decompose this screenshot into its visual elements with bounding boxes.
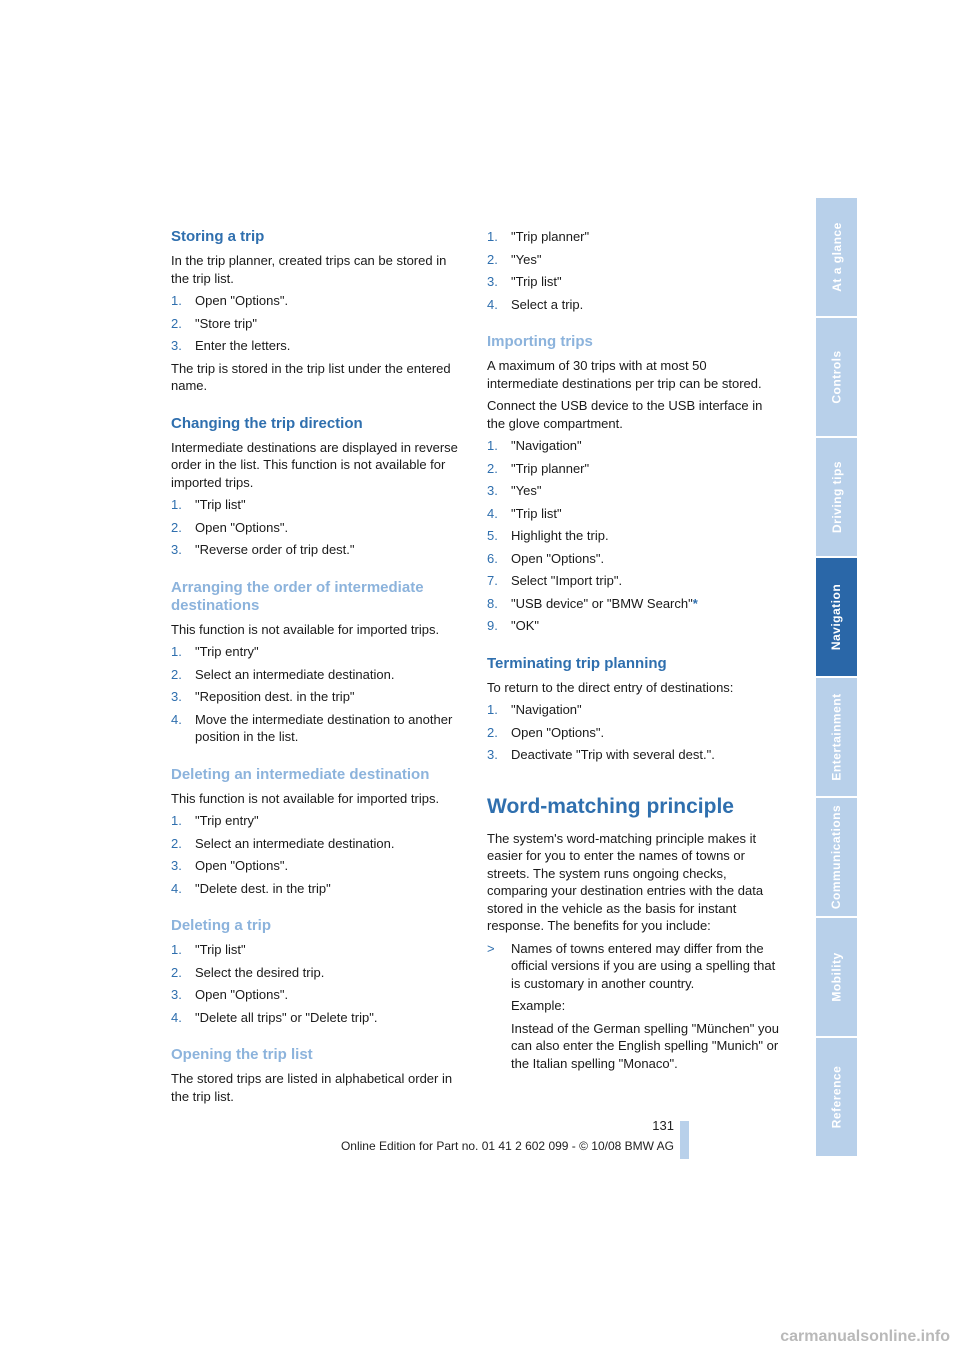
steps-list xyxy=(171,496,463,559)
bullet-text: Names of towns entered may differ from the official versions if you are using a spelling that is customary in another country. xyxy=(511,940,776,991)
step-number: 1. xyxy=(487,229,498,244)
step-text: "Store trip" xyxy=(195,315,257,331)
right-column xyxy=(487,228,779,1092)
step-number: 3. xyxy=(487,747,498,762)
step-text: "Yes" xyxy=(511,251,542,267)
step-number: 1. xyxy=(487,702,498,717)
tab-label: Controls xyxy=(829,350,844,404)
paragraph: Intermediate destinations are displayed in reverse order in the list. This function is not available for imported trips. xyxy=(171,439,458,490)
step-text: "USB device" or "BMW Search" xyxy=(511,595,693,611)
heading-deleting-intermediate: Deleting an intermediate destination xyxy=(171,765,430,783)
list-item xyxy=(487,527,779,545)
paragraph: The trip is stored in the trip list under the entered name. xyxy=(171,360,451,393)
paragraph: This function is not available for imported trips. xyxy=(171,621,440,637)
tab-communications[interactable] xyxy=(816,798,857,916)
step-text: "Navigation" xyxy=(511,438,582,453)
heading-arranging-order: Arranging the order of intermediate destinations xyxy=(171,578,424,614)
step-number: 1. xyxy=(171,942,182,957)
step-number: 1. xyxy=(171,813,182,828)
step-text: Highlight the trip. xyxy=(511,528,609,543)
step-number: 2. xyxy=(171,835,182,851)
list-item xyxy=(171,292,463,310)
step-text: Open "Options". xyxy=(195,519,289,535)
step-number: 3. xyxy=(487,483,498,498)
list-item xyxy=(487,746,779,764)
list-item xyxy=(171,711,463,746)
step-number: 7. xyxy=(487,573,498,588)
paragraph: In the trip planner, created trips can be stored in the trip list. xyxy=(171,253,447,286)
step-number: 2. xyxy=(171,315,182,331)
asterisk-icon: * xyxy=(692,595,698,611)
heading-terminating-planning: Terminating trip planning xyxy=(487,654,667,672)
list-item xyxy=(171,880,463,898)
section-deleting-trip xyxy=(171,917,463,1026)
steps-list xyxy=(487,701,779,764)
list-item xyxy=(487,482,779,500)
paragraph: The system's word-matching principle makes it easier for you to enter the names of towns or streets. The system runs ongoing checks, comparing your destination entries with the data stored in the vehicle as the basis for instant response. The benefits for you include: xyxy=(487,830,764,933)
triangle-marker-icon: > xyxy=(487,940,495,956)
step-number: 2. xyxy=(487,251,498,267)
step-text: "Delete dest. in the trip" xyxy=(195,880,331,896)
steps-list xyxy=(171,292,463,355)
step-text: Select an intermediate destination. xyxy=(195,666,395,682)
list-item xyxy=(171,643,463,661)
section-importing-trips xyxy=(487,333,779,635)
step-number: 4. xyxy=(171,711,182,727)
heading-opening-trip-list: Opening the trip list xyxy=(171,1046,313,1063)
step-text: "Trip entry" xyxy=(195,813,259,828)
list-item xyxy=(171,337,463,355)
section-terminating-planning xyxy=(487,655,779,764)
tab-entertainment[interactable] xyxy=(816,678,857,796)
paragraph: To return to the direct entry of destinations: xyxy=(487,679,734,695)
example-text: Instead of the German spelling "München" you can also enter the English spelling "Munich" or the Italian spelling "Monaco". xyxy=(511,1020,779,1071)
footer-edition: Online Edition for Part no. 01 41 2 602 099 - © 10/08 BMW AG xyxy=(340,1139,674,1153)
list-item xyxy=(171,688,463,706)
list-item xyxy=(487,595,779,613)
step-number: 2. xyxy=(171,964,182,980)
tab-at-a-glance[interactable] xyxy=(816,198,857,316)
step-text: Open "Options". xyxy=(195,987,289,1002)
list-item xyxy=(487,572,779,590)
step-number: 3. xyxy=(171,338,182,353)
heading-storing-trip: Storing a trip xyxy=(171,228,265,245)
section-storing-trip xyxy=(171,228,463,395)
steps-list xyxy=(487,437,779,635)
bullet-list xyxy=(487,940,779,1073)
paragraph: This function is not available for imported trips. xyxy=(171,790,440,806)
step-number: 4. xyxy=(171,1009,182,1025)
steps-list xyxy=(487,228,779,313)
list-item xyxy=(171,1009,463,1027)
step-text: Select a trip. xyxy=(511,296,584,312)
list-item xyxy=(171,496,463,514)
step-number: 9. xyxy=(487,618,498,633)
list-item xyxy=(487,550,779,568)
step-text: "Trip planner" xyxy=(511,460,590,476)
list-item xyxy=(487,251,779,269)
tab-label: Communications xyxy=(829,804,844,910)
list-item xyxy=(487,505,779,523)
step-text: "Trip planner" xyxy=(511,229,590,244)
step-number: 3. xyxy=(487,274,498,289)
step-text: "Yes" xyxy=(511,483,542,498)
step-number: 8. xyxy=(487,595,498,611)
step-text: Deactivate "Trip with several dest.". xyxy=(511,747,715,762)
step-number: 3. xyxy=(171,987,182,1002)
chapter-tabs xyxy=(816,198,857,1160)
list-item xyxy=(487,940,779,1073)
tab-driving-tips[interactable] xyxy=(816,438,857,556)
list-item xyxy=(487,437,779,455)
paragraph: A maximum of 30 trips with at most 50 intermediate destinations per trip can be stored. xyxy=(487,358,762,391)
heading-importing-trips: Importing trips xyxy=(487,333,593,350)
step-number: 5. xyxy=(487,528,498,543)
list-item xyxy=(171,857,463,875)
step-number: 1. xyxy=(171,497,182,512)
list-item xyxy=(171,812,463,830)
tab-label: Navigation xyxy=(829,583,844,651)
steps-list xyxy=(171,643,463,746)
section-word-matching xyxy=(487,794,779,1073)
list-item xyxy=(487,460,779,478)
heading-deleting-trip: Deleting a trip xyxy=(171,917,272,934)
list-item xyxy=(171,541,463,559)
list-item xyxy=(171,315,463,333)
left-column xyxy=(171,228,463,1125)
step-text: "Trip list" xyxy=(195,942,246,957)
step-number: 6. xyxy=(487,550,498,566)
list-item xyxy=(487,228,779,246)
step-number: 2. xyxy=(171,666,182,682)
step-number: 1. xyxy=(171,644,182,659)
section-deleting-intermediate xyxy=(171,766,463,898)
step-text: Open "Options". xyxy=(195,293,289,308)
list-item xyxy=(171,941,463,959)
heading-changing-direction: Changing the trip direction xyxy=(171,414,363,432)
list-item xyxy=(487,701,779,719)
paragraph: Connect the USB device to the USB interface in the glove compartment. xyxy=(487,398,763,431)
step-number: 1. xyxy=(171,293,182,308)
footer-bar xyxy=(680,1121,689,1159)
list-item xyxy=(487,296,779,314)
step-text: "Reposition dest. in the trip" xyxy=(195,689,355,704)
step-number: 3. xyxy=(171,689,182,704)
step-number: 3. xyxy=(171,542,182,557)
list-item xyxy=(171,519,463,537)
example-label: Example: xyxy=(511,998,566,1013)
tab-label: At a glance xyxy=(829,222,844,292)
step-text: Select "Import trip". xyxy=(511,573,623,588)
step-number: 4. xyxy=(171,880,182,896)
list-item xyxy=(487,724,779,742)
step-text: Enter the letters. xyxy=(195,338,291,353)
section-changing-direction xyxy=(171,415,463,559)
step-number: 1. xyxy=(487,438,498,453)
tab-label: Mobility xyxy=(829,952,844,1002)
list-item xyxy=(171,964,463,982)
tab-label: Driving tips xyxy=(829,460,844,534)
step-text: "Trip list" xyxy=(511,505,562,521)
step-text: Select the desired trip. xyxy=(195,964,325,980)
step-text: "Delete all trips" or "Delete trip". xyxy=(195,1009,378,1025)
list-item xyxy=(171,986,463,1004)
list-item xyxy=(487,273,779,291)
step-text: Select an intermediate destination. xyxy=(195,835,395,851)
list-item xyxy=(171,835,463,853)
step-number: 2. xyxy=(487,460,498,476)
page-number: 131 xyxy=(652,1118,674,1133)
step-number: 4. xyxy=(487,505,498,521)
paragraph: The stored trips are listed in alphabetical order in the trip list. xyxy=(171,1071,453,1104)
list-item xyxy=(487,617,779,635)
tab-reference[interactable] xyxy=(816,1038,857,1156)
section-opening-trip-list xyxy=(171,1046,463,1105)
section-arranging-order xyxy=(171,579,463,746)
step-text: "Trip list" xyxy=(511,274,562,289)
tab-controls[interactable] xyxy=(816,318,857,436)
heading-word-matching: Word-matching principle xyxy=(487,794,734,818)
step-text: "Trip list" xyxy=(195,497,246,512)
step-text: "Trip entry" xyxy=(195,644,259,659)
step-text: "OK" xyxy=(511,618,540,633)
step-text: "Reverse order of trip dest." xyxy=(195,542,355,557)
steps-list xyxy=(171,812,463,897)
step-text: Open "Options". xyxy=(511,550,605,566)
tab-label: Reference xyxy=(829,1065,844,1129)
step-text: Move the intermediate destination to another position in the list. xyxy=(195,711,453,744)
step-text: "Navigation" xyxy=(511,702,582,717)
tab-label: Entertainment xyxy=(829,693,844,781)
watermark: carmanualsonline.info xyxy=(780,1328,950,1345)
step-number: 2. xyxy=(487,724,498,740)
list-item xyxy=(171,666,463,684)
step-number: 3. xyxy=(171,858,182,873)
section-trip-list-steps xyxy=(487,228,779,313)
step-number: 2. xyxy=(171,519,182,535)
tab-mobility[interactable] xyxy=(816,918,857,1036)
steps-list xyxy=(171,941,463,1026)
step-number: 4. xyxy=(487,296,498,312)
step-text: Open "Options". xyxy=(195,858,289,873)
step-text: Open "Options". xyxy=(511,724,605,740)
tab-navigation[interactable] xyxy=(816,558,857,676)
